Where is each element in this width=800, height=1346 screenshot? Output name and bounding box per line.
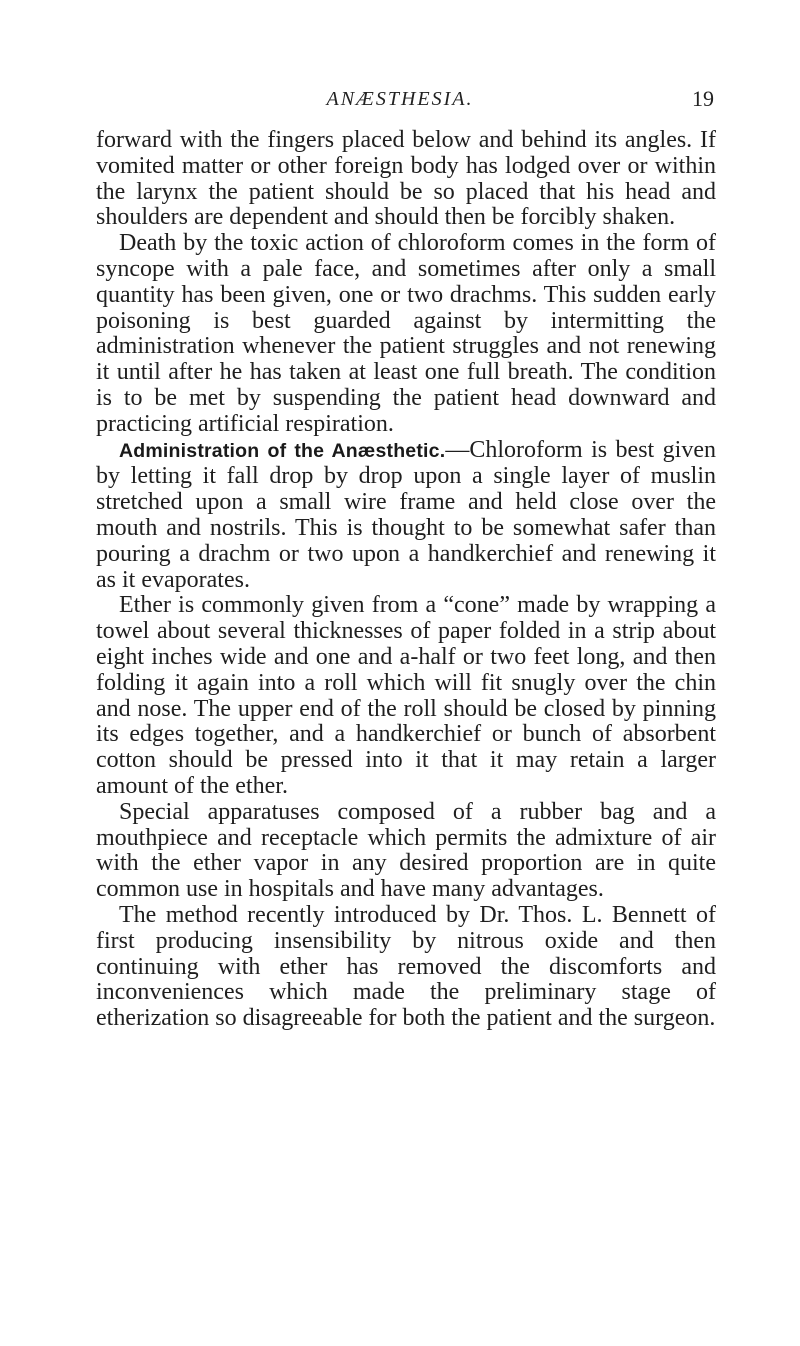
body-text (96, 128, 716, 1032)
paragraph-special-apparatus (96, 800, 716, 903)
page-number: 19 (692, 86, 714, 111)
paragraph-text: Death by the toxic action of chloroform comes in the form of syncope with a pale face, and sometimes after only a small quantity has been given, one or two drachms. This sudden early poisoning is best guarded against by intermitting the administration whenever the patient struggles and not renewing it until after he has taken at least one full breath. The condition is to be met by suspending the patient head downward and practicing artificial respiration. (96, 230, 716, 437)
paragraph-text: The method recently introduced by Dr. Thos. L. Bennett of first producing insensibility by nitrous oxide and then continuing with ether has removed the discomforts and inconveniences which made the preliminary stage of etherization so disagreeable for both the patient and the surgeon. (96, 901, 716, 1032)
running-head (0, 82, 800, 112)
paragraph-syncope (96, 231, 716, 437)
running-title: ANÆSTHESIA. (326, 88, 474, 110)
paragraph-ether-cone (96, 593, 716, 799)
paragraph-bennett-method (96, 903, 716, 1032)
paragraph-text: —Chloroform is best given by letting it fall drop by drop upon a single layer of muslin stretched upon a small wire frame and held close over the mouth and nostrils. This is thought to be somewhat safer than pouring a drachm or two upon a handkerchief and renewing it as it evaporates. (96, 436, 716, 593)
paragraph-text: forward with the fingers placed below and behind its angles. If vomited matter or other foreign body has lodged over or within the larynx the patient should be so placed that his head and shoulders are dependent and should then be forcibly shaken. (96, 127, 716, 231)
section-heading: Administration of the Anæsthetic. (119, 439, 446, 462)
paragraph-text: Special apparatuses composed of a rubber bag and a mouthpiece and receptacle which permits the admixture of air with the ether vapor in any desired proportion are in quite common use in hospitals and have many advantages. (96, 798, 716, 903)
paragraph-text: Ether is commonly given from a “cone” made by wrapping a towel about several thicknesses of paper folded in a strip about eight inches wide and one and a-half or two feet long, and then folding it again into a roll which will fit snugly over the chin and nose. The upper end of the roll should be closed by pinning its edges together, and a handkerchief or bunch of absorbent cotton should be pressed into it that it may retain a larger amount of the ether. (96, 592, 716, 799)
paragraph-administration (96, 438, 716, 594)
paragraph-continuation (96, 128, 716, 231)
